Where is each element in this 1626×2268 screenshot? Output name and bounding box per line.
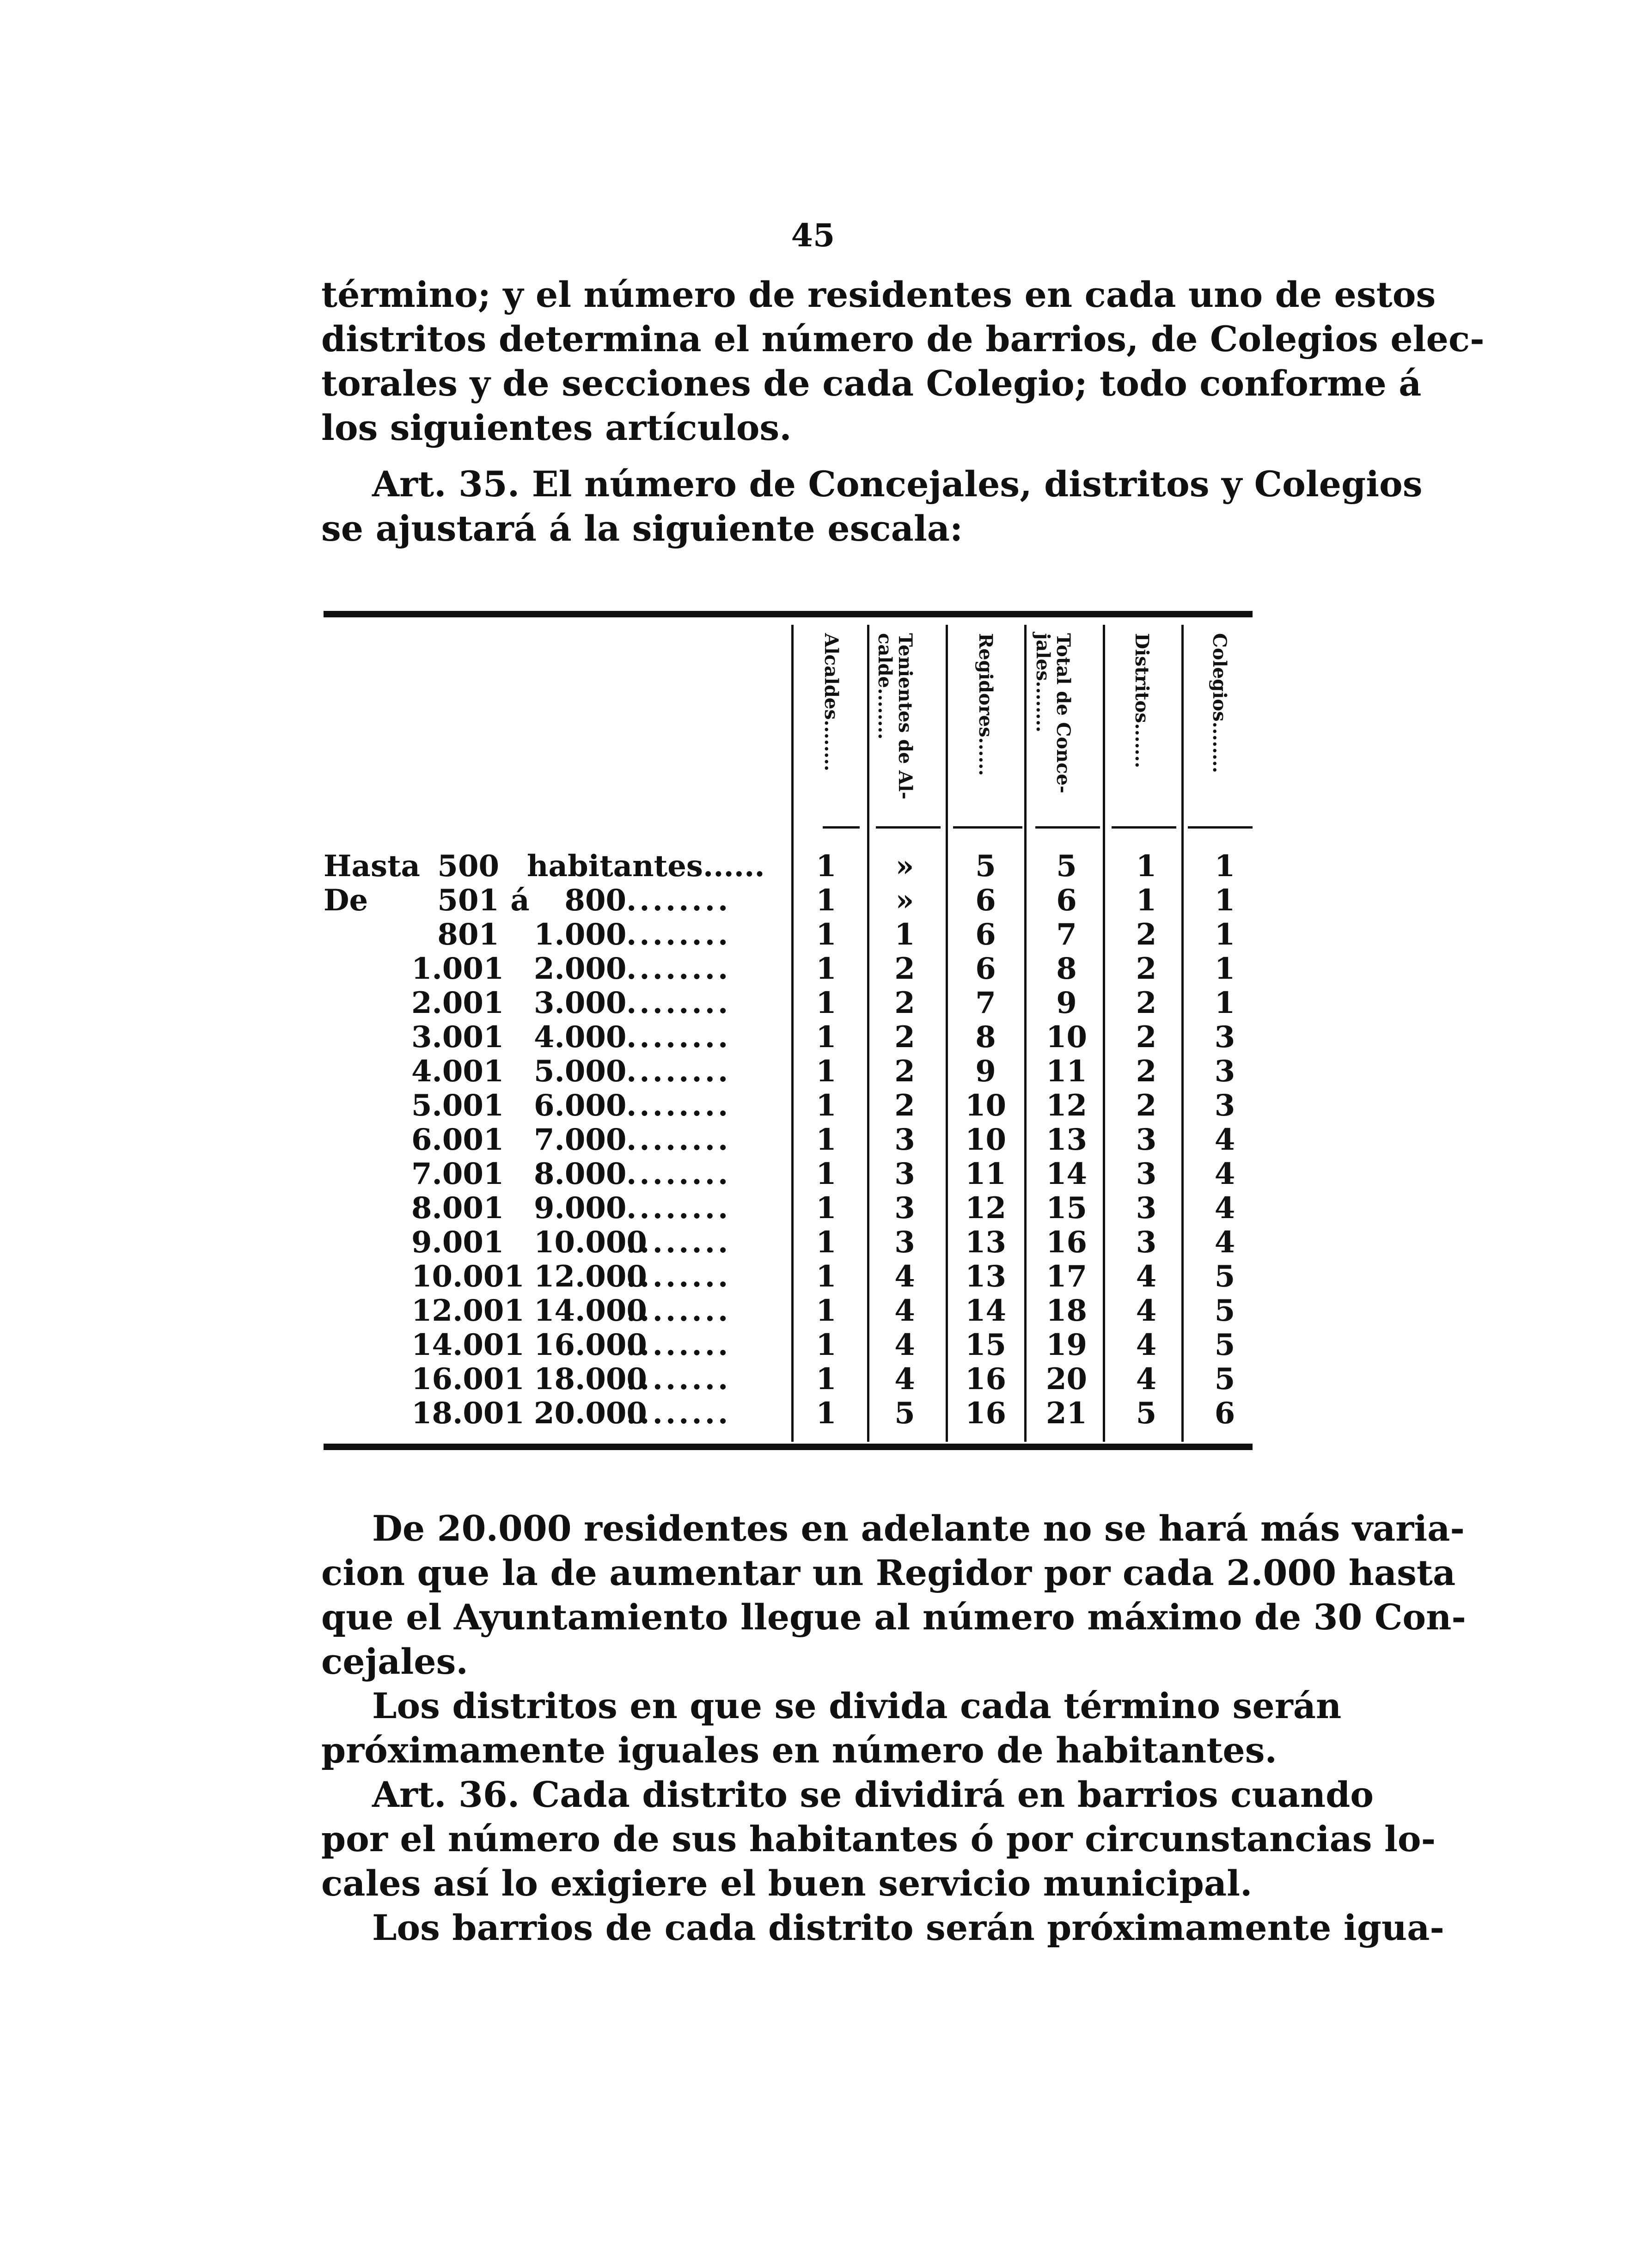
tenientes-value: 1 bbox=[894, 917, 915, 952]
header-separator bbox=[953, 826, 1022, 829]
range-from: 2.001 bbox=[411, 986, 504, 1020]
table-row bbox=[324, 884, 1253, 918]
regidores-value: 10 bbox=[965, 1122, 1007, 1157]
total-value: 16 bbox=[1045, 1225, 1088, 1260]
total-value: 17 bbox=[1045, 1259, 1088, 1294]
total-value: 19 bbox=[1045, 1328, 1088, 1362]
leader-dots: ........ bbox=[626, 1225, 731, 1260]
colegios-value: 5 bbox=[1214, 1259, 1235, 1294]
range-from: 7.001 bbox=[411, 1157, 504, 1191]
alcaldes-value: 1 bbox=[816, 1020, 837, 1055]
total-value: 10 bbox=[1045, 1020, 1088, 1055]
column-header-distritos bbox=[1106, 628, 1180, 823]
alcaldes-value: 1 bbox=[816, 1054, 837, 1089]
alcaldes-value: 1 bbox=[816, 849, 837, 884]
regidores-value: 13 bbox=[965, 1259, 1007, 1294]
table-row bbox=[324, 1362, 1253, 1396]
article-35-paragraph bbox=[321, 462, 1423, 551]
range-to: 7.000 bbox=[534, 1122, 627, 1157]
barrios-paragraph bbox=[321, 1906, 1444, 1950]
regidores-value: 10 bbox=[965, 1088, 1007, 1123]
tenientes-value: » bbox=[895, 849, 914, 884]
regidores-value: 11 bbox=[965, 1157, 1007, 1191]
table-bottom-rule bbox=[324, 1444, 1253, 1450]
text-line: Art. 35. El número de Concejales, distritos y Colegios bbox=[372, 463, 1423, 505]
tenientes-value: 2 bbox=[894, 1020, 915, 1055]
range-to: 1.000 bbox=[534, 917, 627, 952]
total-value: 14 bbox=[1045, 1157, 1088, 1191]
range-from: 5.001 bbox=[411, 1088, 504, 1123]
range-from: 9.001 bbox=[411, 1225, 504, 1260]
alcaldes-value: 1 bbox=[816, 1225, 837, 1260]
range-to: 10.000 bbox=[534, 1225, 647, 1260]
colegios-value: 6 bbox=[1214, 1396, 1235, 1431]
table-row bbox=[324, 952, 1253, 986]
colegios-value: 3 bbox=[1214, 1088, 1235, 1123]
column-header-regidores bbox=[949, 628, 1023, 823]
tenientes-value: 4 bbox=[894, 1362, 915, 1396]
range-to: 16.000 bbox=[534, 1328, 647, 1362]
tenientes-value: 2 bbox=[894, 1088, 915, 1123]
regidores-value: 14 bbox=[965, 1293, 1007, 1328]
column-header-label: Tenientes de Al- calde........ bbox=[874, 633, 916, 799]
table-row bbox=[324, 918, 1253, 952]
table-row bbox=[324, 1020, 1253, 1055]
tenientes-value: 4 bbox=[894, 1259, 915, 1294]
text-line: cejales. bbox=[321, 1641, 468, 1682]
column-header-label: Colegios........ bbox=[1209, 633, 1230, 773]
tenientes-value: 2 bbox=[894, 986, 915, 1020]
distritos-value: 1 bbox=[1136, 883, 1157, 918]
text-line: Los barrios de cada distrito serán próximamente igua- bbox=[372, 1907, 1444, 1948]
range-separator: á bbox=[510, 883, 530, 918]
leader-dots: ........ bbox=[626, 1294, 731, 1328]
distritos-paragraph bbox=[321, 1684, 1342, 1773]
range-to: 8.000 bbox=[534, 1157, 627, 1191]
colegios-value: 3 bbox=[1214, 1020, 1235, 1055]
colegios-value: 1 bbox=[1214, 917, 1235, 952]
total-value: 8 bbox=[1056, 951, 1077, 986]
range-from: 18.001 bbox=[411, 1396, 525, 1431]
leader-dots: ........ bbox=[626, 1191, 731, 1225]
range-to: 6.000 bbox=[534, 1088, 627, 1123]
column-header-colegios bbox=[1183, 628, 1257, 823]
alcaldes-value: 1 bbox=[816, 1328, 837, 1362]
table-row bbox=[324, 1396, 1253, 1431]
column-header-label: Total de Conce- jales........ bbox=[1032, 633, 1074, 793]
tenientes-value: 3 bbox=[894, 1157, 915, 1191]
article-36-paragraph bbox=[321, 1773, 1436, 1906]
range-from: 501 bbox=[437, 883, 499, 918]
distritos-value: 2 bbox=[1136, 1020, 1157, 1055]
table-row bbox=[324, 1225, 1253, 1260]
table-row bbox=[324, 986, 1253, 1020]
range-to: 12.000 bbox=[534, 1259, 647, 1294]
distritos-value: 5 bbox=[1136, 1396, 1157, 1431]
alcaldes-value: 1 bbox=[816, 1362, 837, 1396]
colegios-value: 1 bbox=[1214, 951, 1235, 986]
distritos-value: 2 bbox=[1136, 986, 1157, 1020]
text-line: se ajustará á la siguiente escala: bbox=[321, 508, 963, 549]
range-unit: habitantes...... bbox=[527, 849, 765, 884]
range-from: 16.001 bbox=[411, 1362, 525, 1396]
header-separator bbox=[1035, 826, 1100, 829]
text-line: distritos determina el número de barrios, de Colegios elec- bbox=[321, 318, 1485, 360]
colegios-value: 1 bbox=[1214, 883, 1235, 918]
regidores-value: 6 bbox=[975, 883, 996, 918]
table-top-rule bbox=[324, 611, 1253, 617]
range-to: 9.000 bbox=[534, 1191, 627, 1225]
range-to: 20.000 bbox=[534, 1396, 647, 1431]
text-line: que el Ayuntamiento llegue al número máximo de 30 Con- bbox=[321, 1597, 1466, 1638]
leader-dots: ........ bbox=[626, 1396, 731, 1431]
tenientes-value: 4 bbox=[894, 1293, 915, 1328]
text-line: término; y el número de residentes en cada uno de estos bbox=[321, 274, 1436, 315]
column-header-label: Distritos....... bbox=[1131, 633, 1153, 768]
distritos-value: 4 bbox=[1136, 1293, 1157, 1328]
leader-dots: ........ bbox=[626, 918, 731, 952]
leader-dots: ........ bbox=[626, 884, 731, 918]
range-from: 12.001 bbox=[411, 1293, 525, 1328]
regidores-value: 13 bbox=[965, 1225, 1007, 1260]
total-value: 12 bbox=[1045, 1088, 1088, 1123]
distritos-value: 3 bbox=[1136, 1225, 1157, 1260]
regidores-value: 7 bbox=[975, 986, 996, 1020]
text-line: los siguientes artículos. bbox=[321, 407, 792, 448]
distritos-value: 4 bbox=[1136, 1259, 1157, 1294]
colegios-value: 4 bbox=[1214, 1122, 1235, 1157]
colegios-value: 5 bbox=[1214, 1328, 1235, 1362]
table-row bbox=[324, 1055, 1253, 1089]
colegios-value: 1 bbox=[1214, 849, 1235, 884]
text-line: cales así lo exigiere el buen servicio municipal. bbox=[321, 1863, 1253, 1904]
total-value: 20 bbox=[1045, 1362, 1088, 1396]
column-header-alcaldes bbox=[795, 628, 869, 823]
table-row bbox=[324, 1328, 1253, 1362]
leader-dots: ........ bbox=[626, 1020, 731, 1055]
scale-table bbox=[324, 849, 1253, 1431]
range-to: 2.000 bbox=[534, 951, 627, 986]
text-line: por el número de sus habitantes ó por circunstancias lo- bbox=[321, 1818, 1436, 1860]
tenientes-value: 2 bbox=[894, 951, 915, 986]
total-value: 13 bbox=[1045, 1122, 1088, 1157]
colegios-value: 5 bbox=[1214, 1362, 1235, 1396]
text-line: cion que la de aumentar un Regidor por cada 2.000 hasta bbox=[321, 1552, 1456, 1593]
range-to: 14.000 bbox=[534, 1293, 647, 1328]
total-value: 15 bbox=[1045, 1191, 1088, 1225]
range-from: 10.001 bbox=[411, 1259, 525, 1294]
tenientes-value: 5 bbox=[894, 1396, 915, 1431]
distritos-value: 3 bbox=[1136, 1191, 1157, 1225]
alcaldes-value: 1 bbox=[816, 1396, 837, 1431]
colegios-value: 1 bbox=[1214, 986, 1235, 1020]
alcaldes-value: 1 bbox=[816, 1259, 837, 1294]
table-row bbox=[324, 1157, 1253, 1191]
header-separator bbox=[1188, 826, 1253, 829]
leader-dots: ........ bbox=[626, 986, 731, 1020]
alcaldes-value: 1 bbox=[816, 951, 837, 986]
intro-paragraph bbox=[321, 273, 1485, 450]
colegios-value: 4 bbox=[1214, 1157, 1235, 1191]
range-from: 6.001 bbox=[411, 1122, 504, 1157]
colegios-value: 4 bbox=[1214, 1225, 1235, 1260]
colegios-value: 4 bbox=[1214, 1191, 1235, 1225]
table-row bbox=[324, 1089, 1253, 1123]
regidores-value: 6 bbox=[975, 951, 996, 986]
distritos-value: 1 bbox=[1136, 849, 1157, 884]
tenientes-value: 3 bbox=[894, 1122, 915, 1157]
leader-dots: ........ bbox=[626, 1089, 731, 1123]
alcaldes-value: 1 bbox=[816, 1157, 837, 1191]
range-from: 8.001 bbox=[411, 1191, 504, 1225]
distritos-value: 3 bbox=[1136, 1157, 1157, 1191]
leader-dots: ........ bbox=[626, 1362, 731, 1396]
distritos-value: 2 bbox=[1136, 951, 1157, 986]
text-line: próximamente iguales en número de habitantes. bbox=[321, 1730, 1277, 1771]
regidores-value: 12 bbox=[965, 1191, 1007, 1225]
tenientes-value: 3 bbox=[894, 1191, 915, 1225]
header-separator bbox=[1112, 826, 1176, 829]
column-header-label: Regidores...... bbox=[975, 633, 996, 776]
range-from: 4.001 bbox=[411, 1054, 504, 1089]
range-from: 801 bbox=[437, 917, 499, 952]
text-line: Los distritos en que se divida cada término serán bbox=[372, 1685, 1342, 1726]
regidores-value: 8 bbox=[975, 1020, 996, 1055]
tenientes-value: » bbox=[895, 883, 914, 918]
table-row bbox=[324, 1123, 1253, 1157]
regidores-value: 16 bbox=[965, 1396, 1007, 1431]
colegios-value: 5 bbox=[1214, 1293, 1235, 1328]
total-value: 9 bbox=[1056, 986, 1077, 1020]
leader-dots: ........ bbox=[626, 952, 731, 986]
text-line: De 20.000 residentes en adelante no se hará más varia- bbox=[372, 1508, 1465, 1549]
regidores-value: 9 bbox=[975, 1054, 996, 1089]
total-value: 7 bbox=[1056, 917, 1077, 952]
tenientes-value: 3 bbox=[894, 1225, 915, 1260]
row-prefix: Hasta bbox=[324, 849, 420, 884]
regidores-value: 16 bbox=[965, 1362, 1007, 1396]
range-from: 500 bbox=[437, 849, 499, 884]
regidores-value: 15 bbox=[965, 1328, 1007, 1362]
page-number: 45 bbox=[791, 217, 835, 254]
leader-dots: ........ bbox=[626, 1157, 731, 1191]
distritos-value: 4 bbox=[1136, 1362, 1157, 1396]
colegios-value: 3 bbox=[1214, 1054, 1235, 1089]
range-from: 14.001 bbox=[411, 1328, 525, 1362]
regidores-value: 6 bbox=[975, 917, 996, 952]
column-header-label: Alcaldes........ bbox=[820, 633, 842, 772]
row-prefix: De bbox=[324, 883, 368, 918]
distritos-value: 4 bbox=[1136, 1328, 1157, 1362]
alcaldes-value: 1 bbox=[816, 883, 837, 918]
leader-dots: ........ bbox=[626, 1260, 731, 1294]
range-to: 3.000 bbox=[534, 986, 627, 1020]
range-to: 800 bbox=[564, 883, 626, 918]
text-line: Art. 36. Cada distrito se dividirá en barrios cuando bbox=[372, 1774, 1374, 1815]
distritos-value: 2 bbox=[1136, 1054, 1157, 1089]
column-header-tenientes bbox=[869, 628, 943, 823]
header-separator bbox=[823, 826, 860, 829]
leader-dots: ........ bbox=[626, 1123, 731, 1157]
leader-dots: ........ bbox=[626, 1328, 731, 1362]
tenientes-value: 4 bbox=[894, 1328, 915, 1362]
after-table-paragraph bbox=[321, 1506, 1466, 1684]
range-from: 1.001 bbox=[411, 951, 504, 986]
range-to: 4.000 bbox=[534, 1020, 627, 1055]
alcaldes-value: 1 bbox=[816, 917, 837, 952]
tenientes-value: 2 bbox=[894, 1054, 915, 1089]
total-value: 5 bbox=[1056, 849, 1077, 884]
alcaldes-value: 1 bbox=[816, 1122, 837, 1157]
range-to: 5.000 bbox=[534, 1054, 627, 1089]
alcaldes-value: 1 bbox=[816, 986, 837, 1020]
leader-dots: ........ bbox=[626, 1055, 731, 1089]
alcaldes-value: 1 bbox=[816, 1191, 837, 1225]
total-value: 21 bbox=[1045, 1396, 1088, 1431]
table-row bbox=[324, 1294, 1253, 1328]
alcaldes-value: 1 bbox=[816, 1088, 837, 1123]
distritos-value: 3 bbox=[1136, 1122, 1157, 1157]
range-to: 18.000 bbox=[534, 1362, 647, 1396]
table-row bbox=[324, 849, 1253, 884]
total-value: 11 bbox=[1045, 1054, 1088, 1089]
text-line: torales y de secciones de cada Colegio; todo conforme á bbox=[321, 363, 1422, 404]
range-from: 3.001 bbox=[411, 1020, 504, 1055]
total-value: 18 bbox=[1045, 1293, 1088, 1328]
alcaldes-value: 1 bbox=[816, 1293, 837, 1328]
distritos-value: 2 bbox=[1136, 1088, 1157, 1123]
regidores-value: 5 bbox=[975, 849, 996, 884]
total-value: 6 bbox=[1056, 883, 1077, 918]
header-separator bbox=[876, 826, 941, 829]
table-row bbox=[324, 1260, 1253, 1294]
column-header-total-concejales bbox=[1027, 628, 1101, 823]
table-row bbox=[324, 1191, 1253, 1225]
distritos-value: 2 bbox=[1136, 917, 1157, 952]
